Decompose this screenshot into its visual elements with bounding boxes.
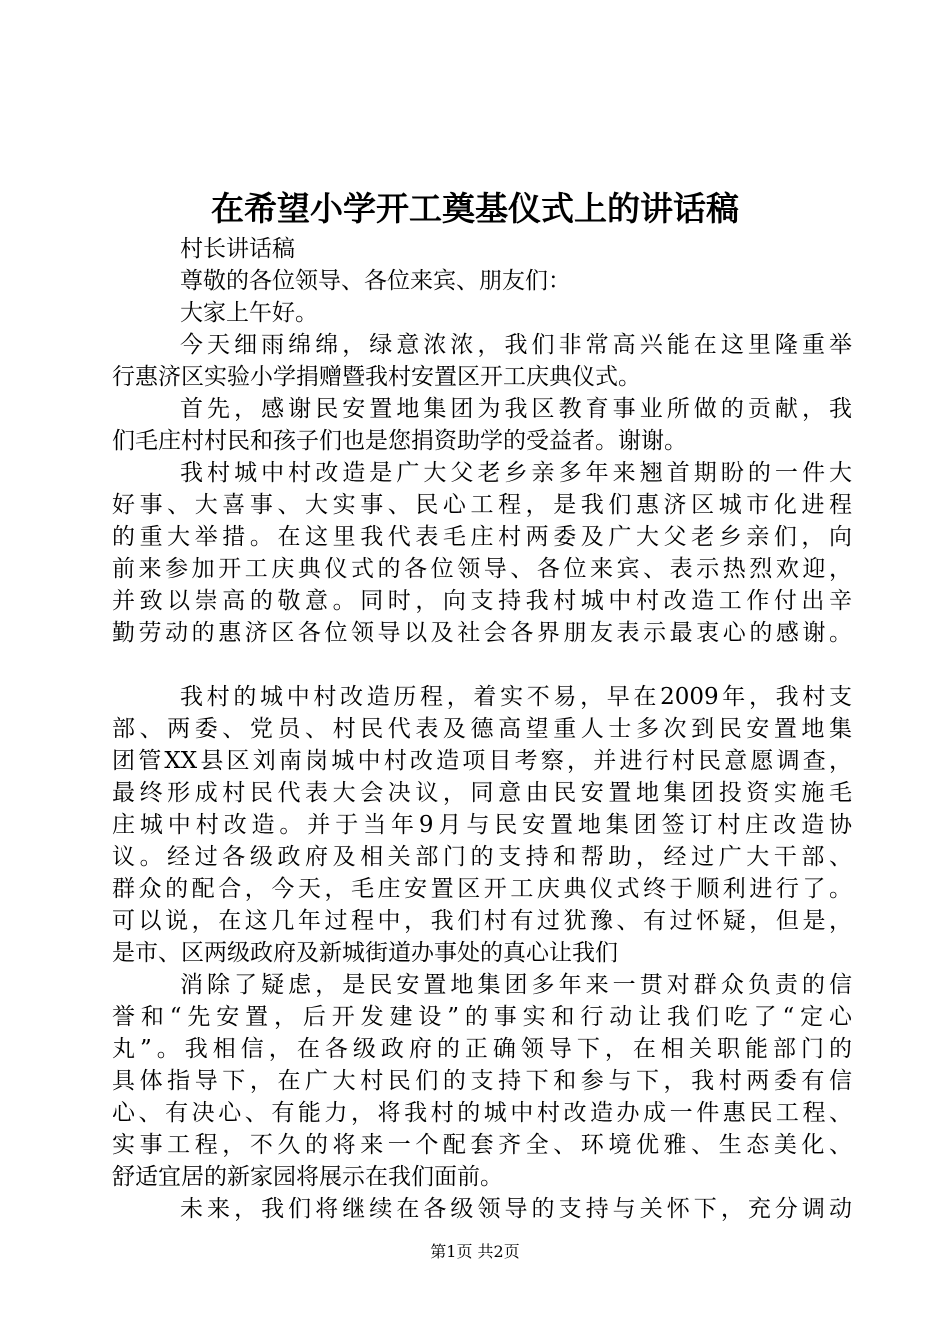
text-line: 团管XX县区刘南岗城中村改造项目考察，并进行村民意愿调查， [112, 748, 852, 774]
text-line: 消除了疑虑，是民安置地集团多年来一贯对群众负责的信 [180, 972, 852, 998]
text-line: 部、两委、党员、村民代表及德高望重人士多次到民安置地集 [112, 716, 852, 742]
text-line: 我村的城中村改造历程，着实不易，早在2009年，我村支 [180, 684, 852, 710]
text-line: 丸”。我相信，在各级政府的正确领导下，在相关职能部门的 [112, 1036, 852, 1062]
document-title: 在希望小学开工奠基仪式上的讲话稿 [211, 189, 739, 228]
text-line: 我村城中村改造是广大父老乡亲多年来翘首期盼的一件大 [180, 460, 852, 486]
text-line: 心、有决心、有能力，将我村的城中村改造办成一件惠民工程、 [112, 1100, 852, 1126]
text-line: 村长讲话稿 [180, 236, 295, 262]
text-line: 大家上午好。 [180, 300, 318, 326]
document-body [112, 233, 852, 1225]
text-line: 今天细雨绵绵，绿意浓浓，我们非常高兴能在这里隆重举 [180, 332, 852, 358]
text-line: 未来，我们将继续在各级领导的支持与关怀下，充分调动 [180, 1196, 852, 1222]
page-indicator: 第1页 共2页 [430, 1242, 520, 1261]
text-line: 首先，感谢民安置地集团为我区教育事业所做的贡献，我 [180, 396, 852, 422]
text-line: 具体指导下，在广大村民们的支持下和参与下，我村两委有信 [112, 1068, 852, 1094]
text-line: 勤劳动的惠济区各位领导以及社会各界朋友表示最衷心的感谢。 [112, 620, 852, 646]
text-line: 庄城中村改造。并于当年9月与民安置地集团签订村庄改造协 [112, 812, 852, 838]
text-line: 并致以崇高的敬意。同时，向支持我村城中村改造工作付出辛 [112, 588, 852, 614]
text-line: 的重大举措。在这里我代表毛庄村两委及广大父老乡亲们，向 [112, 524, 852, 550]
text-line: 是市、区两级政府及新城街道办事处的真心让我们 [112, 940, 618, 966]
text-line: 尊敬的各位领导、各位来宾、朋友们： [180, 268, 571, 294]
text-line: 可以说，在这几年过程中，我们村有过犹豫、有过怀疑，但是， [112, 908, 852, 934]
text-line: 群众的配合，今天，毛庄安置区开工庆典仪式终于顺利进行了。 [112, 876, 852, 902]
text-line: 议。经过各级政府及相关部门的支持和帮助，经过广大干部、 [112, 844, 852, 870]
text-line: 舒适宜居的新家园将展示在我们面前。 [112, 1164, 503, 1190]
text-line: 最终形成村民代表大会决议，同意由民安置地集团投资实施毛 [112, 780, 852, 806]
text-line: 实事工程，不久的将来一个配套齐全、环境优雅、生态美化、 [112, 1132, 852, 1158]
text-line: 们毛庄村村民和孩子们也是您捐资助学的受益者。谢谢。 [112, 428, 687, 454]
text-line: 誉和“先安置，后开发建设”的事实和行动让我们吃了“定心 [112, 1004, 852, 1030]
paragraph-gap [112, 649, 852, 681]
text-line: 好事、大喜事、大实事、民心工程，是我们惠济区城市化进程 [112, 492, 852, 518]
text-line: 前来参加开工庆典仪式的各位领导、各位来宾、表示热烈欢迎， [112, 556, 852, 582]
text-line: 行惠济区实验小学捐赠暨我村安置区开工庆典仪式。 [112, 364, 641, 390]
